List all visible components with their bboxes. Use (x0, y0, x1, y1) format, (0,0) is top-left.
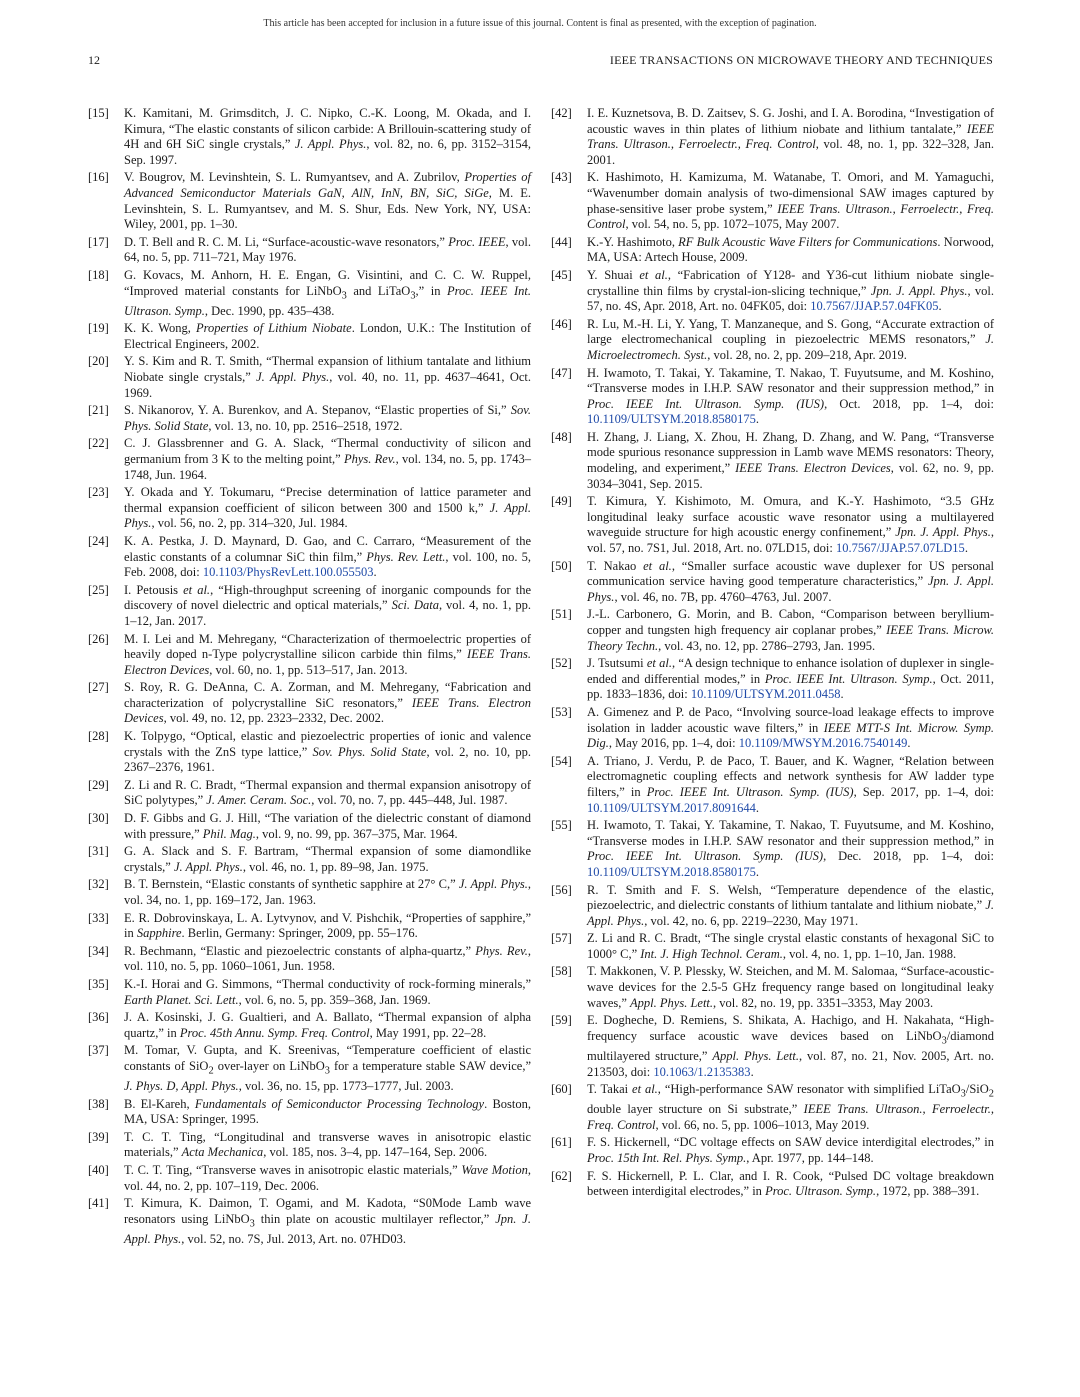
reference-number: [41] (88, 1196, 109, 1211)
reference-text: M. I. Lei and M. Mehregany, “Characterization of thermoelectric properties of heavily doped n-Type polycrystalline silicon carbide thin films,” IEEE Trans. Electron Devices, vol. 60, no. 1, pp. 513–517, Jan. 2013. (124, 631, 531, 677)
references-right-column (551, 106, 994, 1202)
reference-entry (88, 632, 531, 679)
reference-number: [21] (88, 403, 109, 418)
references-left-column (88, 106, 531, 1249)
reference-text: M. Tomar, V. Gupta, and K. Sreenivas, “Temperature coefficient of elastic constants of SiO$_2$ over-layer on LiNbO$_3$ for a temperature stable SAW device,” J. Phys. D, Appl. Phys., vol. 36, no. 15, pp. 1773–1777, Jul. 2003. (124, 1043, 531, 1094)
reference-number: [36] (88, 1010, 109, 1025)
reference-entry (551, 106, 994, 168)
reference-text: T. Kimura, Y. Kishimoto, M. Omura, and K.-Y. Hashimoto, “3.5 GHz longitudinal leaky surface acoustic wave resonator using a multilayered waveguide structure for high acoustic energy confinement,” Jpn. J. Appl. Phys., vol. 57, no. 7S1, Jul. 2018, Art. no. 07LD15, doi: 10.7567/JJAP.57.07LD15. (587, 494, 994, 556)
reference-text: E. Dogheche, D. Remiens, S. Shikata, A. Hachigo, and H. Nakahata, “High-frequency surface acoustic wave devices based on LiNbO$_3$/diamond multilayered structure,” Appl. Phys. Lett., vol. 87, no. 21, Nov. 2005, Art. no. 213503, doi: 10.1063/1.2135383. (587, 1013, 994, 1079)
reference-entry (88, 321, 531, 352)
reference-entry (88, 534, 531, 581)
reference-text: T. C. T. Ting, “Longitudinal and transverse waves in anisotropic elastic materials,” Acta Mechanica, vol. 185, nos. 3–4, pp. 147–164, Sep. 2006. (124, 1129, 531, 1160)
doi-link[interactable]: 10.7567/JJAP.57.07LD15 (835, 541, 965, 556)
reference-number: [62] (551, 1168, 572, 1183)
reference-number: [15] (88, 106, 109, 120)
reference-number: [31] (88, 844, 109, 859)
reference-number: [23] (88, 485, 109, 500)
reference-number: [25] (88, 582, 109, 597)
reference-text: Y. Okada and Y. Tokumaru, “Precise determination of lattice parameter and thermal expansion coefficient of silicon between 300 and 1500 k,” J. Appl. Phys., vol. 56, no. 2, pp. 314–320, Jul. 1984. (124, 485, 532, 531)
reference-number: [28] (88, 729, 109, 744)
reference-text: B. T. Bernstein, “Elastic constants of synthetic sapphire at 27° C,” J. Appl. Phys., vol. 34, no. 1, pp. 169–172, Jan. 1963. (124, 877, 531, 907)
reference-entry (551, 559, 994, 606)
reference-text: K. A. Pestka, J. D. Maynard, D. Gao, and C. Carraro, “Measurement of the elastic constants of a columnar SiC thin film,” Phys. Rev. Lett., vol. 100, no. 5, Feb. 2008, doi: 10.1103/PhysRevLett.100.055503. (124, 533, 531, 580)
reference-number: [60] (551, 1082, 572, 1097)
reference-number: [59] (551, 1013, 572, 1028)
reference-entry (88, 1130, 531, 1161)
reference-entry (88, 583, 531, 630)
reference-entry (551, 494, 994, 556)
reference-text: T. Nakao et al., “Smaller surface acoustic wave duplexer for US personal communication service having good temperature characteristics,” Jpn. J. Appl. Phys., vol. 46, no. 7B, pp. 4760–4763, Jul. 2007. (587, 558, 994, 604)
reference-number: [45] (551, 267, 572, 282)
reference-entry (551, 931, 994, 962)
reference-entry (551, 366, 994, 428)
reference-entry (551, 705, 994, 752)
reference-entry (88, 977, 531, 1008)
reference-entry (551, 430, 994, 492)
reference-text: J.-L. Carbonero, G. Morin, and B. Cabon, “Comparison between beryllium-copper and tungsten high frequency air coplanar probes,” IEEE Trans. Microw. Theory Techn., vol. 43, no. 12, pp. 2786–2793, Jan. 1995. (587, 607, 994, 653)
reference-entry (551, 656, 994, 703)
reference-entry (88, 1163, 531, 1194)
reference-text: K. Kamitani, M. Grimsditch, J. C. Nipko, C.-K. Loong, M. Okada, and I. Kimura, “The elastic constants of silicon carbide: A Brillouin-scattering study of 4H and 6H SiC single crystals,” J. Appl. Phys., vol. 82, no. 6, pp. 3152–3154, Sep. 1997. (124, 106, 531, 167)
reference-text: T. Makkonen, V. P. Plessky, W. Steichen, and M. M. Salomaa, “Surface-acoustic-wave devices for the 2.5-5 GHz frequency range based on longitudinal leaky waves,” Appl. Phys. Lett., vol. 82, no. 19, pp. 3351–3353, May 2003. (587, 964, 994, 1010)
reference-text: G. A. Slack and S. F. Bartram, “Thermal expansion of some diamondlike crystals,” J. Appl. Phys., vol. 46, no. 1, pp. 89–98, Jan. 1975. (124, 844, 531, 874)
reference-number: [47] (551, 365, 572, 380)
reference-number: [40] (88, 1163, 109, 1177)
reference-number: [22] (88, 436, 109, 451)
reference-text: B. El-Kareh, Fundamentals of Semiconductor Processing Technology. Boston, MA, USA: Springer, 1995. (124, 1096, 531, 1127)
reference-text: T. C. T. Ting, “Transverse waves in anisotropic elastic materials,” Wave Motion, vol. 44, no. 2, pp. 107–119, Dec. 2006. (124, 1163, 531, 1193)
reference-entry (88, 106, 531, 168)
reference-text: G. Kovacs, M. Anhorn, H. E. Engan, G. Visintini, and C. C. W. Ruppel, “Improved material constants for LiNbO$_3$ and LiTaO$_3$,” in Proc. IEEE Int. Ultrason. Symp., Dec. 1990, pp. 435–438. (124, 267, 531, 318)
reference-entry (551, 964, 994, 1011)
reference-entry (551, 1013, 994, 1080)
reference-number: [17] (88, 234, 109, 249)
reference-number: [35] (88, 976, 109, 991)
reference-text: Z. Li and R. C. Bradt, “The single crystal elastic constants of hexagonal SiC to 1000° C,” Int. J. High Technol. Ceram., vol. 4, no. 1, pp. 1–10, Jan. 1988. (587, 931, 994, 961)
reference-number: [19] (88, 321, 109, 336)
reference-entry (551, 268, 994, 315)
reference-text: H. Iwamoto, T. Takai, Y. Takamine, T. Nakao, T. Fuyutsume, and M. Koshino, “Transverse modes in I.H.P. SAW resonator and their suppression method,” in Proc. IEEE Int. Ultrason. Symp. (IUS), Oct. 2018, pp. 1–4, doi: 10.1109/ULTSYM.2018.8580175. (587, 365, 994, 427)
reference-number: [58] (551, 964, 572, 979)
reference-text: D. T. Bell and R. C. M. Li, “Surface-acoustic-wave resonators,” Proc. IEEE, vol. 64, no. 5, pp. 711–721, May 1976. (124, 234, 531, 265)
reference-number: [39] (88, 1129, 109, 1144)
reference-text: I. Petousis et al., “High-throughput screening of inorganic compounds for the discovery of novel dielectric and optical materials,” Sci. Data, vol. 4, no. 1, pp. 1–12, Jan. 2017. (124, 582, 532, 628)
reference-number: [46] (551, 316, 572, 331)
reference-number: [33] (88, 910, 109, 925)
reference-entry (88, 1097, 531, 1128)
reference-text: K.-I. Horai and G. Simmons, “Thermal conductivity of rock-forming minerals,” Earth Planet. Sci. Lett., vol. 6, no. 5, pp. 359–368, Jan. 1969. (124, 976, 531, 1007)
journal-title: IEEE TRANSACTIONS ON MICROWAVE THEORY AND TECHNIQUES (609, 53, 993, 67)
reference-entry (551, 170, 994, 232)
reference-entry (551, 1169, 994, 1200)
reference-number: [43] (551, 170, 572, 185)
reference-number: [16] (88, 170, 109, 185)
reference-number: [38] (88, 1096, 109, 1111)
reference-entry (88, 911, 531, 942)
doi-link[interactable]: 10.1109/ULTSYM.2018.8580175 (587, 412, 756, 427)
reference-text: V. Bougrov, M. Levinshtein, S. L. Rumyantsev, and A. Zubrilov, Properties of Advanced Semiconductor Materials GaN, AlN, InN, BN, SiC, SiGe, M. E. Levinshtein, S. L. Rumyantsev, and M. S. Shur, Eds. New York, NY, USA: Wiley, 2001, pp. 1–30. (124, 170, 532, 232)
reference-text: C. J. Glassbrenner and G. A. Slack, “Thermal conductivity of silicon and germanium from 3 K to the melting point,” Phys. Rev., vol. 134, no. 5, pp. 1743–1748, Jun. 1964. (124, 436, 531, 482)
reference-text: H. Iwamoto, T. Takai, Y. Takamine, T. Nakao, T. Fuyutsume, and M. Koshino, “Transverse modes in I.H.P. SAW resonator and their suppression method,” in Proc. IEEE Int. Ultrason. Symp. (IUS), Dec. 2018, pp. 1–4, doi: 10.1109/ULTSYM.2018.8580175. (587, 818, 994, 879)
reference-text: F. S. Hickernell, P. L. Clar, and I. R. Cook, “Pulsed DC voltage breakdown between interdigital electrodes,” in Proc. Ultrason. Symp., 1972, pp. 388–391. (587, 1168, 994, 1199)
reference-number: [44] (551, 234, 572, 249)
reference-entry (88, 680, 531, 727)
reference-number: [52] (551, 656, 572, 671)
reference-text: K.-Y. Hashimoto, RF Bulk Acoustic Wave Filters for Communications. Norwood, MA, USA: Artech House, 2009. (587, 234, 995, 265)
reference-text: S. Nikanorov, Y. A. Burenkov, and A. Stepanov, “Elastic properties of Si,” Sov. Phys. Solid State, vol. 13, no. 10, pp. 2516–2518, 1972. (124, 403, 531, 433)
reference-text: Y. S. Kim and R. T. Smith, “Thermal expansion of lithium tantalate and lithium Niobate single crystals,” J. Appl. Phys., vol. 40, no. 11, pp. 4637–4641, Oct. 1969. (124, 354, 531, 400)
reference-text: K. Hashimoto, H. Kamizuma, M. Watanabe, T. Omori, and M. Yamaguchi, “Wavenumber domain analysis of two-dimensional SAW images captured by phase-sensitive laser probe system,” IEEE Trans. Ultrason., Ferroelectr., Freq. Control, vol. 54, no. 5, pp. 1072–1075, May 2007. (587, 170, 994, 232)
doi-link[interactable]: 10.7567/JJAP.57.04FK05 (810, 299, 939, 314)
reference-entry (88, 403, 531, 434)
doi-link[interactable]: 10.1109/ULTSYM.2017.8091644 (587, 800, 756, 815)
reference-text: T. Kimura, K. Daimon, T. Ogami, and M. Kadota, “S0Mode Lamb wave resonators using LiNbO$_3$ thin plate on acoustic multilayer reflector,” Jpn. J. Appl. Phys., vol. 52, no. 7S, Jul. 2013, Art. no. 07HD03. (124, 1196, 531, 1246)
reference-number: [30] (88, 811, 109, 826)
doi-link[interactable]: 10.1109/ULTSYM.2011.0458 (690, 687, 841, 702)
reference-entry (551, 235, 994, 266)
reference-number: [56] (551, 882, 572, 897)
reference-text: I. E. Kuznetsova, B. D. Zaitsev, S. G. Joshi, and I. A. Borodina, “Investigation of acoustic waves in thin plates of lithium niobate and lithium tantalate,” IEEE Trans. Ultrason., Ferroelectr., Freq. Control, vol. 48, no. 1, pp. 322–328, Jan. 2001. (587, 106, 994, 167)
reference-entry (88, 1010, 531, 1041)
reference-number: [57] (551, 931, 572, 946)
reference-entry (88, 235, 531, 266)
reference-entry (88, 844, 531, 875)
reference-number: [27] (88, 680, 109, 695)
reference-text: Z. Li and R. C. Bradt, “Thermal expansion and thermal expansion anisotropy of SiC polytypes,” J. Amer. Ceram. Soc., vol. 70, no. 7, pp. 445–448, Jul. 1987. (124, 777, 531, 808)
reference-number: [48] (551, 429, 572, 444)
doi-link[interactable]: 10.1103/PhysRevLett.100.055503 (202, 565, 374, 580)
reference-entry (88, 268, 531, 319)
doi-link[interactable]: 10.1109/MWSYM.2016.7540149 (738, 736, 908, 751)
reference-number: [32] (88, 877, 109, 892)
reference-text: A. Gimenez and P. de Paco, “Involving source-load leakage effects to improve isolation in ladder acoustic wave filters,” in IEEE MTT-S Int. Microw. Symp. Dig., May 2016, pp. 1–4, doi: 10.1109/MWSYM.2016.7540149. (587, 704, 995, 751)
reference-entry (551, 883, 994, 930)
reference-number: [26] (88, 631, 109, 646)
reference-text: R. Bechmann, “Elastic and piezoelectric constants of alpha-quartz,” Phys. Rev., vol. 110, no. 5, pp. 1060–1061, Jun. 1958. (124, 943, 531, 974)
reference-number: [53] (551, 704, 572, 719)
reference-number: [50] (551, 558, 572, 573)
reference-text: K. K. Wong, Properties of Lithium Niobate. London, U.K.: The Institution of Electrical Engineers, 2002. (124, 321, 531, 351)
doi-link[interactable]: 10.1063/1.2135383 (653, 1064, 751, 1079)
reference-text: S. Roy, R. G. DeAnna, C. A. Zorman, and M. Mehregany, “Fabrication and characterization of polycrystalline SiC resonators,” IEEE Trans. Electron Devices, vol. 49, no. 12, pp. 2323–2332, Dec. 2002. (124, 680, 532, 726)
reference-number: [54] (551, 753, 572, 768)
reference-entry (88, 944, 531, 975)
reference-text: J. Tsutsumi et al., “A design technique to enhance isolation of duplexer in single-ended and differential modes,” in Proc. IEEE Int. Ultrason. Symp., Oct. 2011, pp. 1833–1836, doi: 10.1109/ULTSYM.2011.0458. (587, 656, 994, 702)
reference-text: A. Triano, J. Verdu, P. de Paco, T. Bauer, and K. Wagner, “Relation between electromagnetic coupling effects and network synthesis for AW ladder type filters,” in Proc. IEEE Int. Ultrason. Symp. (IUS), Sep. 2017, pp. 1–4, doi: 10.1109/ULTSYM.2017.8091644. (587, 753, 994, 815)
reference-text: F. S. Hickernell, “DC voltage effects on SAW device interdigital electrodes,” in Proc. 15th Int. Rel. Phys. Symp., Apr. 1977, pp. 144–148. (587, 1135, 994, 1165)
reference-number: [29] (88, 777, 109, 792)
reference-number: [37] (88, 1043, 109, 1058)
page-header (88, 53, 993, 69)
reference-entry (88, 354, 531, 401)
reference-text: J. A. Kosinski, J. G. Gualtieri, and A. Ballato, “Thermal expansion of alpha quartz,” in Proc. 45th Annu. Symp. Freq. Control, May 1991, pp. 22–28. (124, 1010, 531, 1040)
reference-entry (88, 1196, 531, 1247)
reference-entry (88, 811, 531, 842)
reference-entry (551, 1082, 994, 1133)
reference-entry (88, 1043, 531, 1094)
reference-entry (88, 729, 531, 776)
reference-number: [61] (551, 1135, 572, 1150)
reference-number: [18] (88, 267, 109, 282)
doi-link[interactable]: 10.1109/ULTSYM.2018.8580175 (587, 864, 756, 879)
reference-entry (551, 818, 994, 880)
reference-text: R. Lu, M.-H. Li, Y. Yang, T. Manzaneque, and S. Gong, “Accurate extraction of large electromechanical coupling in piezoelectric MEMS resonators,” J. Microelectromech. Syst., vol. 28, no. 2, pp. 209–218, Apr. 2019. (587, 316, 994, 362)
reference-entry (88, 778, 531, 809)
reference-entry (88, 485, 531, 532)
reference-entry (88, 170, 531, 232)
reference-entry (88, 877, 531, 908)
reference-number: [42] (551, 106, 572, 120)
reference-entry (551, 317, 994, 364)
reference-number: [55] (551, 818, 572, 833)
reference-number: [24] (88, 533, 109, 548)
reference-entry (551, 754, 994, 816)
reference-number: [51] (551, 607, 572, 622)
reference-entry (551, 1135, 994, 1166)
acceptance-notice: This article has been accepted for inclusion in a future issue of this journal. Content is final as presented, with the exception of pagination. (263, 18, 817, 29)
reference-text: Y. Shuai et al., “Fabrication of Y128- and Y36-cut lithium niobate single-crystalline thin films by crystal-ion-slicing technique,” Jpn. J. Appl. Phys., vol. 57, no. 4S, Apr. 2018, Art. no. 04FK05, doi: 10.7567/JJAP.57.04FK05. (587, 267, 994, 314)
reference-text: E. R. Dobrovinskaya, L. A. Lytvynov, and V. Pishchik, “Properties of sapphire,” in Sapphire. Berlin, Germany: Springer, 2009, pp. 55–176. (124, 910, 531, 941)
reference-number: [20] (88, 354, 109, 369)
reference-text: D. F. Gibbs and G. J. Hill, “The variation of the dielectric constant of diamond with pressure,” Phil. Mag., vol. 9, no. 99, pp. 367–375, Mar. 1964. (124, 811, 531, 841)
reference-text: K. Tolpygo, “Optical, elastic and piezoelectric properties of ionic and valence crystals with the ZnS type lattice,” Sov. Phys. Solid State, vol. 2, no. 10, pp. 2367–2376, 1961. (124, 729, 531, 775)
reference-text: T. Takai et al., “High-performance SAW resonator with simplified LiTaO$_3$/SiO$_2$ double layer structure on Si substrate,” IEEE Trans. Ultrason., Ferroelectr., Freq. Control, vol. 66, no. 5, pp. 1006–1013, May 2019. (587, 1082, 994, 1132)
reference-text: H. Zhang, J. Liang, X. Zhou, H. Zhang, D. Zhang, and W. Pang, “Transverse mode spurious resonance suppression in Lamb wave MEMS resonators: Theory, modeling, and experiment,” IEEE Trans. Electron Devices, vol. 62, no. 9, pp. 3034–3041, Sep. 2015. (587, 429, 994, 491)
page-number: 12 (88, 53, 100, 67)
reference-entry (88, 436, 531, 483)
reference-entry (551, 607, 994, 654)
reference-text: R. T. Smith and F. S. Welsh, “Temperature dependence of the elastic, piezoelectric, and dielectric constants of lithium tantalate and lithium niobate,” J. Appl. Phys., vol. 42, no. 6, pp. 2219–2230, May 1971. (587, 882, 994, 928)
reference-number: [49] (551, 494, 572, 509)
reference-number: [34] (88, 943, 109, 958)
